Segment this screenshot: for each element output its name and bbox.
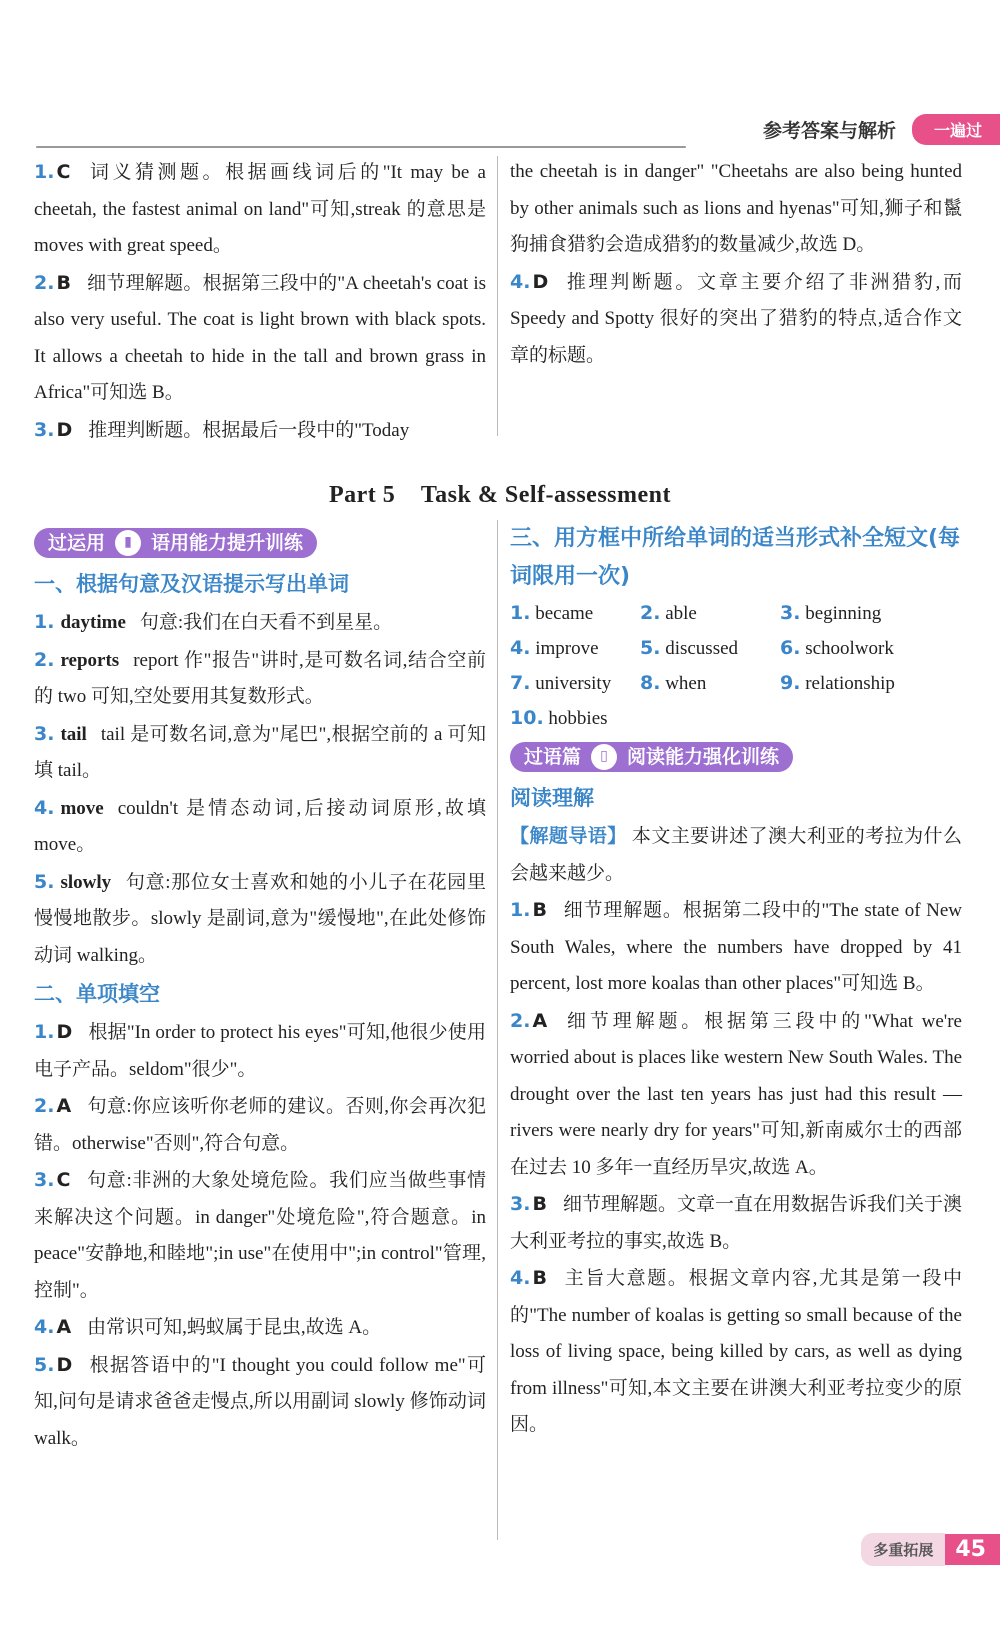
grid-item: 1. became (510, 602, 594, 624)
chart-icon: ▮ (115, 530, 141, 556)
answer-item: 1. B 细节理解题。根据第二段中的"The state of New South Wales, where the numbers have dropped by 41 percent, lost more koalas than other places"可知选 B。 (510, 899, 962, 994)
column-divider (497, 156, 498, 436)
answer-item: 1. C 词义猜测题。根据画线词后的"It may be a cheetah, the fastest animal on land"可知,streak 的意思是 moves with great speed。 (34, 161, 486, 256)
right-column (510, 520, 962, 1444)
section-heading: 阅读理解 (510, 786, 594, 810)
answer-item: 3. D 推理判断题。根据最后一段中的"Today (34, 418, 410, 441)
answer-item: 2. A 句意:你应该听你老师的建议。否则,你会再次犯错。otherwise"否则",符合句意。 (34, 1095, 486, 1154)
section-heading: 三、用方框中所给单词的适当形式补全短文(每词限用一次) (510, 526, 961, 589)
answer-item: 3. tail tail 是可数名词,意为"尾巴",根据空前的 a 可知填 tail。 (34, 722, 486, 781)
top-left-column (34, 154, 486, 449)
section-heading: 一、根据句意及汉语提示写出单词 (34, 572, 349, 596)
grid-item: 4. improve (510, 637, 599, 659)
answer-item: 1. D 根据"In order to protect his eyes"可知,他很少使用电子产品。seldom"很少"。 (34, 1021, 486, 1080)
section-banner: 过语篇 ▯ 阅读能力强化训练 (510, 742, 793, 772)
header-badge: 一遍过 (912, 114, 1000, 145)
left-column (34, 522, 486, 1457)
grid-item: 8. when (640, 672, 707, 694)
footer-label: 多重拓展 (861, 1533, 945, 1566)
grid-item: 6. schoolwork (780, 637, 894, 659)
page-header (670, 112, 1000, 146)
word-answer-grid (510, 596, 962, 736)
answer-item: the cheetah is in danger" "Cheetahs are also being hunted by other animals such as lions and hyenas"可知,狮子和鬣狗捕食猎豹会造成猎豹的数量减少,故选 D。 (510, 161, 962, 255)
answer-item: 2. reports report 作"报告"讲时,是可数名词,结合空前的 two 可知,空处要用其复数形式。 (34, 648, 486, 707)
answer-item: 4. B 主旨大意题。根据文章内容,尤其是第一段中的"The number of koalas is getting so small because of the loss of living space, being killed by cars, as well as dying from illness"可知,本文主要在讲澳大利亚考拉变少的原因。 (510, 1267, 962, 1435)
part-title: Part 5 Task & Self-assessment (328, 482, 671, 508)
page-number: 45 (945, 1534, 1000, 1565)
answer-item: 1. daytime 句意:我们在白天看不到星星。 (34, 611, 393, 633)
top-right-column (510, 154, 962, 374)
section-heading: 二、单项填空 (34, 982, 160, 1006)
answer-item: 5. D 根据答语中的"I thought you could follow me"可知,问句是请求爸爸走慢点,所以用副词 slowly 修饰动词 walk。 (34, 1353, 486, 1449)
grid-item: 2. able (640, 602, 697, 624)
answer-item: 4. D 推理判断题。文章主要介绍了非洲猎豹,而 Speedy and Spotty 很好的突出了猎豹的特点,适合作文章的标题。 (510, 270, 962, 366)
answer-item: 4. move couldn't 是情态动词,后接动词原形,故填 move。 (34, 796, 486, 855)
answer-item: 3. C 句意:非洲的大象处境危险。我们应当做些事情来解决这个问题。in danger"处境危险",符合题意。in peace"安静地,和睦地";in use"在使用中";in control"管理,控制"。 (34, 1169, 486, 1301)
answer-item: 5. slowly 句意:那位女士喜欢和她的小儿子在花园里慢慢地散步。slowly 是副词,意为"缓慢地",在此处修饰动词 walking。 (34, 870, 486, 966)
answer-item: 2. B 细节理解题。根据第三段中的"A cheetah's coat is also very useful. The coat is light brown with black spots. It allows a cheetah to hide in the tall and brown grass in Africa"可知选 B。 (34, 271, 486, 403)
section-banner: 过运用 ▮ 语用能力提升训练 (34, 528, 317, 558)
answer-item: 2. A 细节理解题。根据第三段中的"What we're worried about is places like western New South Wales. The drought over the last ten years has just had this result — rivers were nearly dry for years"可知,新南威尔士的西部在过去 10 多年一直经历旱灾,故选 A。 (510, 1009, 962, 1178)
grid-item: 5. discussed (640, 637, 739, 659)
grid-item: 7. university (510, 672, 612, 694)
book-icon: ▯ (591, 744, 617, 770)
answer-item: 4. A 由常识可知,蚂蚁属于昆虫,故选 A。 (34, 1316, 382, 1338)
header-title: 参考答案与解析 (762, 119, 896, 142)
grid-item: 10. hobbies (510, 707, 608, 729)
grid-item: 3. beginning (780, 602, 882, 624)
guide-paragraph: 【解题导语】 本文主要讲述了澳大利亚的考拉为什么会越来越少。 (510, 825, 962, 884)
grid-item: 9. relationship (780, 672, 895, 694)
page-footer (861, 1531, 1000, 1567)
answer-item: 3. B 细节理解题。文章一直在用数据告诉我们关于澳大利亚考拉的事实,故选 B。 (510, 1193, 962, 1252)
column-divider (497, 520, 498, 1540)
header-rule (36, 146, 686, 148)
